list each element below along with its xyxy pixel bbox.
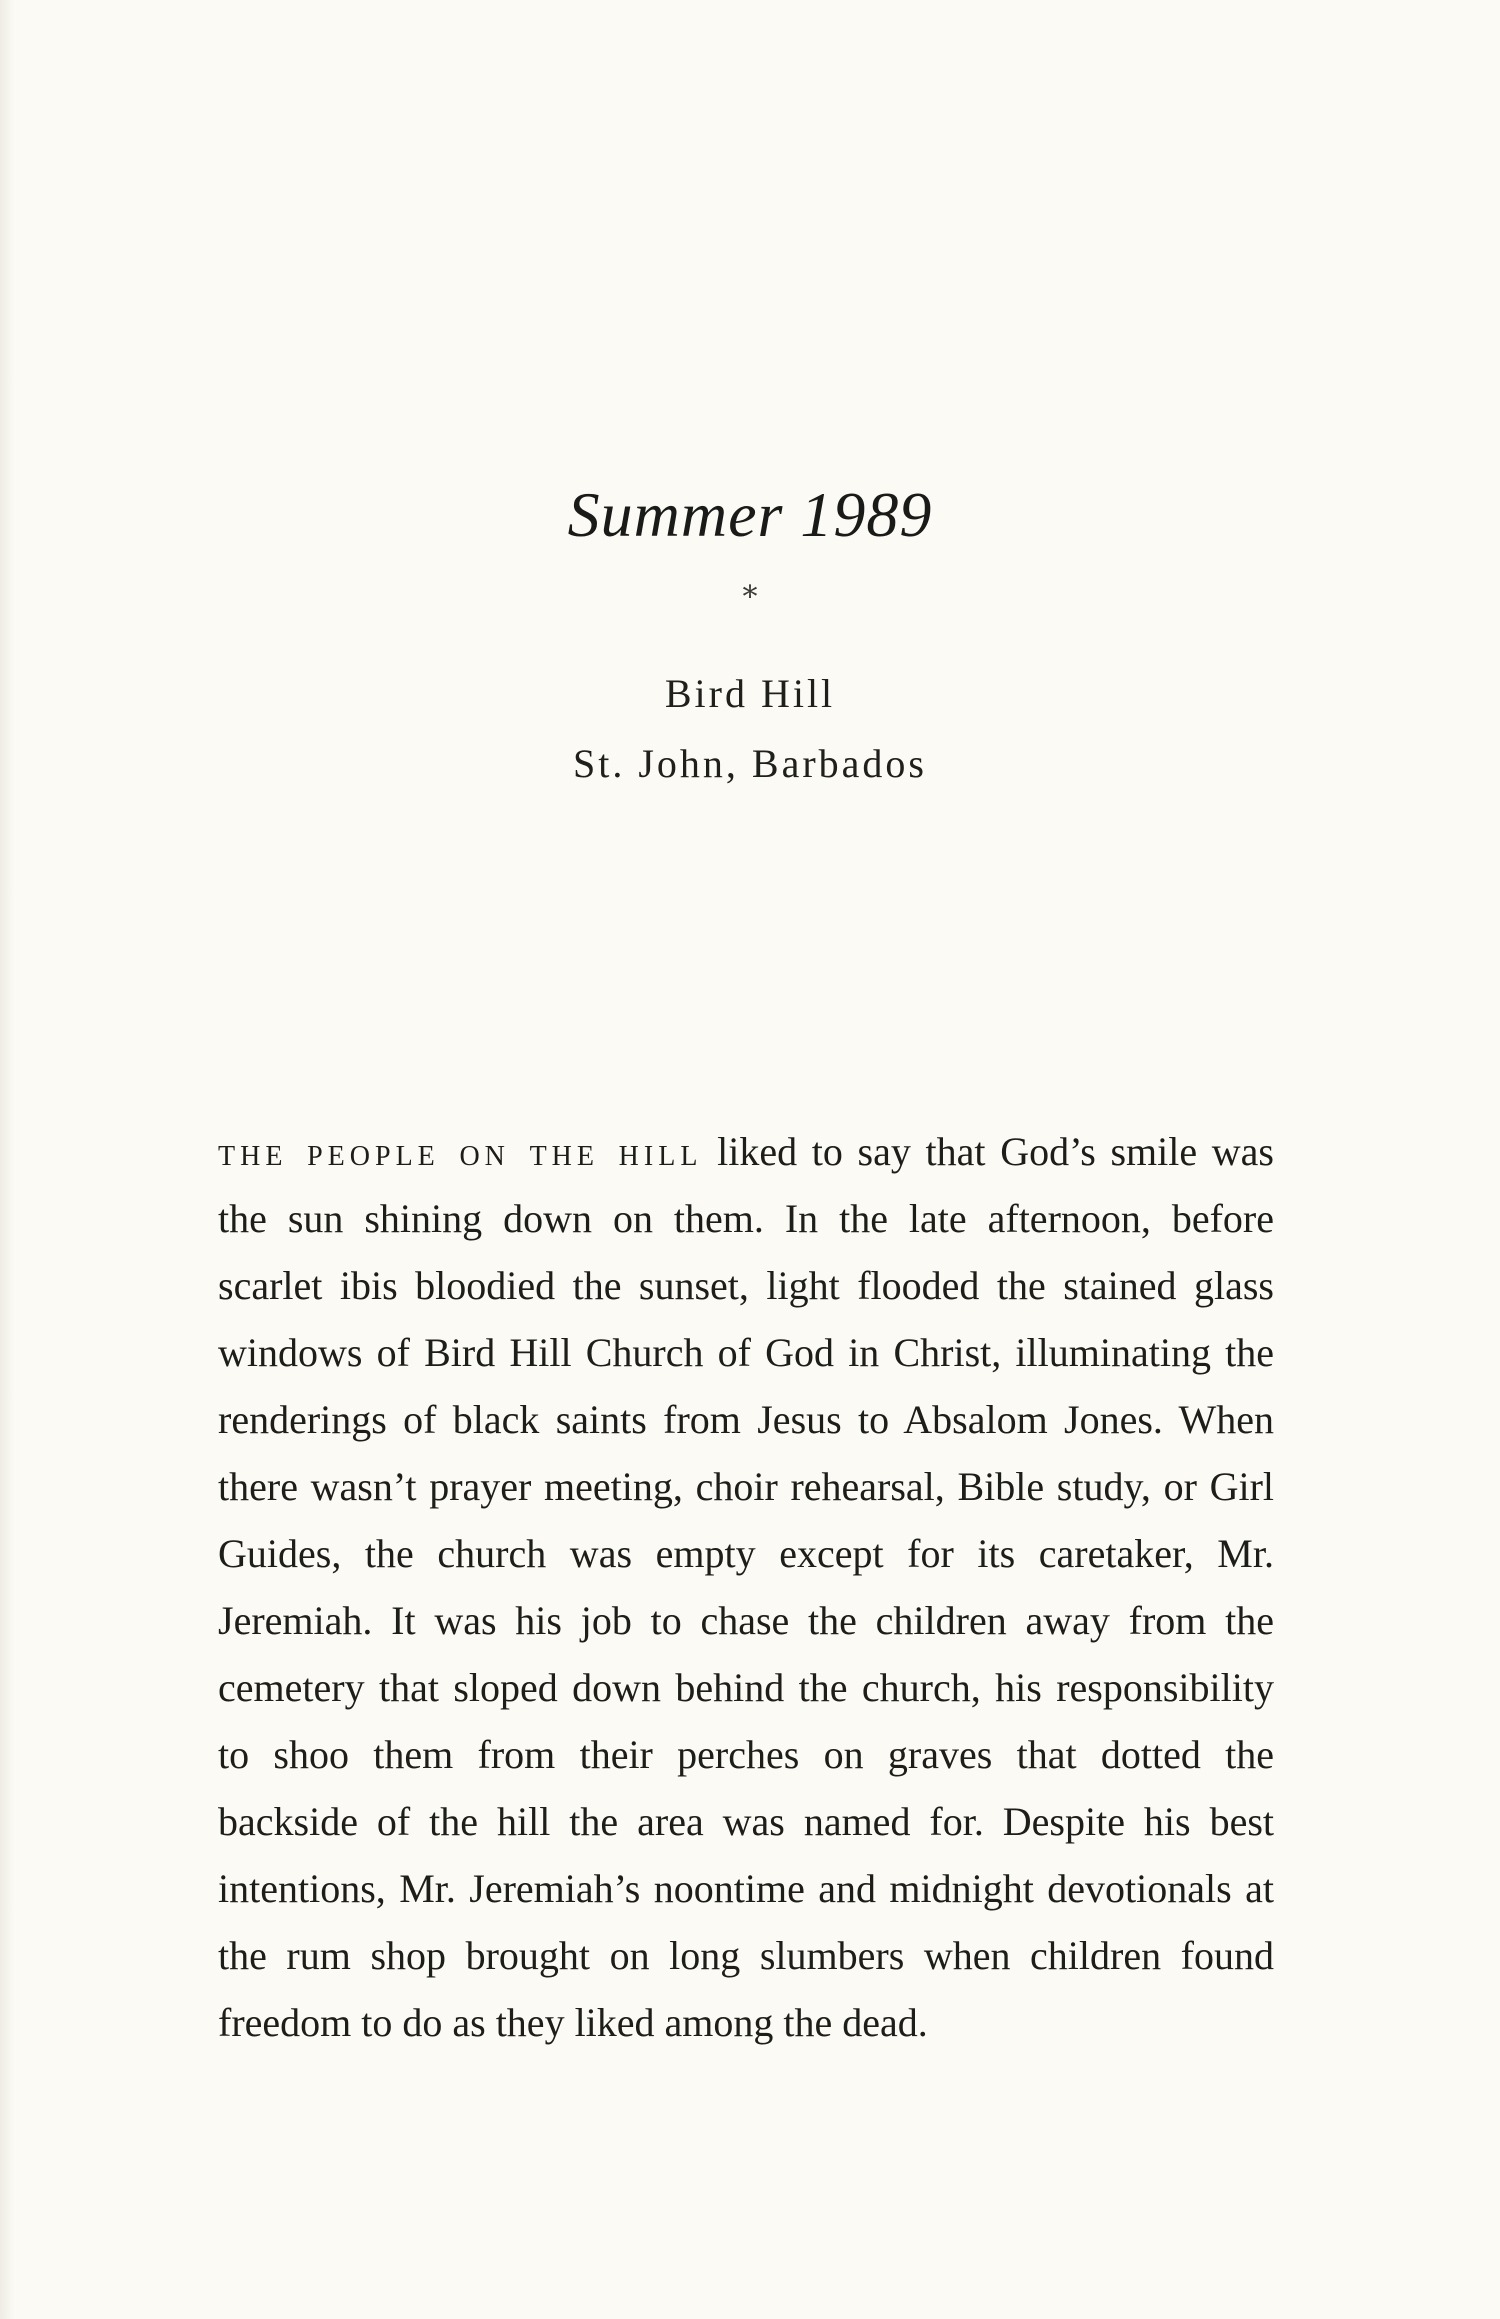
- location-line-1: Bird Hill: [664, 671, 836, 716]
- chapter-title: Summer 1989: [567, 479, 933, 550]
- body-paragraph: [218, 1118, 1274, 2056]
- body-paragraph-text: liked to say that God’s smile was the sun shining down on them. In the late afternoon, before scarlet ibis bloodied the sunset, light flooded the stained glass windows of Bird Hill Church of God in Christ, illuminating the renderings of black saints from Jesus to Absalom Jones. When there wasn’t prayer meeting, choir rehearsal, Bible study, or Girl Guides, the church was empty except for its caretaker, Mr. Jeremiah. It was his job to chase the children away from the cemetery that sloped down behind the church, his responsibility to shoo them from their perches on graves that dotted the backside of the hill the area was named for. Despite his best intentions, Mr. Jeremiah’s noontime and midnight devotionals at the rum shop brought on long slumbers when children found freedom to do as they liked among the dead.: [218, 1129, 1274, 2045]
- lead-in-small-caps: the people on the hill: [218, 1129, 703, 1174]
- location-line-2: St. John, Barbados: [573, 741, 927, 786]
- asterisk-ornament-icon: ⁎: [742, 571, 758, 604]
- scan-edge-shadow: [0, 0, 14, 2319]
